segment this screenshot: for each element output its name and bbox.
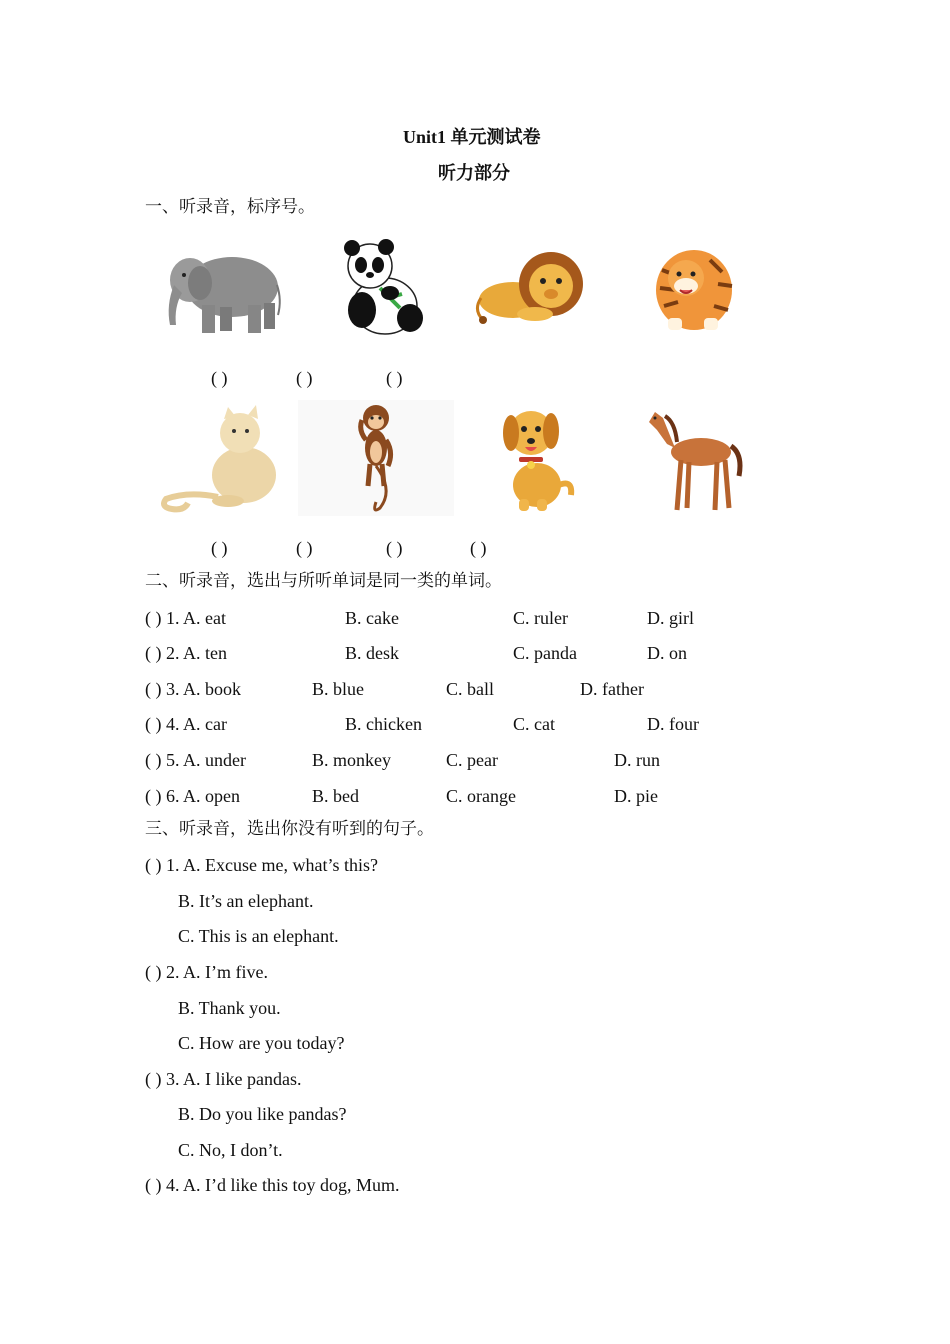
answer-blank[interactable]: ( ) (211, 368, 228, 388)
option-c: C. ball (446, 679, 494, 699)
question-item: ( ) 1. A. eat (145, 608, 226, 628)
question-item: ( ) 2. A. ten (145, 643, 227, 663)
option-c: C. This is an elephant. (178, 926, 339, 946)
question-item: ( ) 4. A. car (145, 714, 227, 734)
answer-blank[interactable]: ( ) (296, 538, 313, 558)
question-item: ( ) 3. A. book (145, 679, 241, 699)
answer-blank[interactable]: ( ) (296, 368, 313, 388)
tiger-icon (648, 240, 736, 336)
question-item: ( ) 1. A. Excuse me, what’s this? (145, 855, 378, 875)
option-b: B. desk (345, 643, 399, 663)
question-item: ( ) 2. A. I’m five. (145, 962, 268, 982)
option-c: C. panda (513, 643, 577, 663)
option-d: D. girl (647, 608, 694, 628)
option-c: C. pear (446, 750, 498, 770)
option-b: B. monkey (312, 750, 391, 770)
option-d: D. four (647, 714, 699, 734)
section2-heading: 二、听录音，选出与所听单词是同一类的单词。 (145, 571, 502, 591)
question-item: ( ) 4. A. I’d like this toy dog, Mum. (145, 1175, 400, 1195)
answer-blank[interactable]: ( ) (386, 538, 403, 558)
option-d: D. father (580, 679, 644, 699)
question-item: ( ) 5. A. under (145, 750, 246, 770)
option-b: B. chicken (345, 714, 422, 734)
option-b: B. bed (312, 786, 359, 806)
horse-icon (645, 402, 745, 516)
cat-icon (158, 403, 280, 515)
panda-icon (340, 238, 425, 338)
page-title: Unit1 单元测试卷 (403, 127, 541, 147)
section1-heading: 一、听录音，标序号。 (145, 197, 315, 217)
option-c: C. ruler (513, 608, 568, 628)
answer-blank[interactable]: ( ) (211, 538, 228, 558)
option-c: C. cat (513, 714, 555, 734)
section3-heading: 三、听录音，选出你没有听到的句子。 (145, 819, 434, 839)
question-item: ( ) 3. A. I like pandas. (145, 1069, 302, 1089)
answer-blank[interactable]: ( ) (386, 368, 403, 388)
elephant-icon (160, 245, 285, 340)
option-b: B. It’s an elephant. (178, 891, 314, 911)
option-c: C. How are you today? (178, 1033, 345, 1053)
option-b: B. Do you like pandas? (178, 1104, 347, 1124)
option-d: D. run (614, 750, 660, 770)
question-item: ( ) 6. A. open (145, 786, 240, 806)
dog-icon (497, 403, 577, 513)
option-c: C. No, I don’t. (178, 1140, 283, 1160)
option-d: D. pie (614, 786, 658, 806)
option-c: C. orange (446, 786, 516, 806)
option-b: B. cake (345, 608, 399, 628)
option-d: D. on (647, 643, 687, 663)
monkey-icon (298, 400, 454, 516)
answer-blank[interactable]: ( ) (470, 538, 487, 558)
lion-icon (473, 248, 585, 326)
option-b: B. blue (312, 679, 364, 699)
page-subtitle: 听力部分 (438, 163, 510, 183)
option-b: B. Thank you. (178, 998, 281, 1018)
